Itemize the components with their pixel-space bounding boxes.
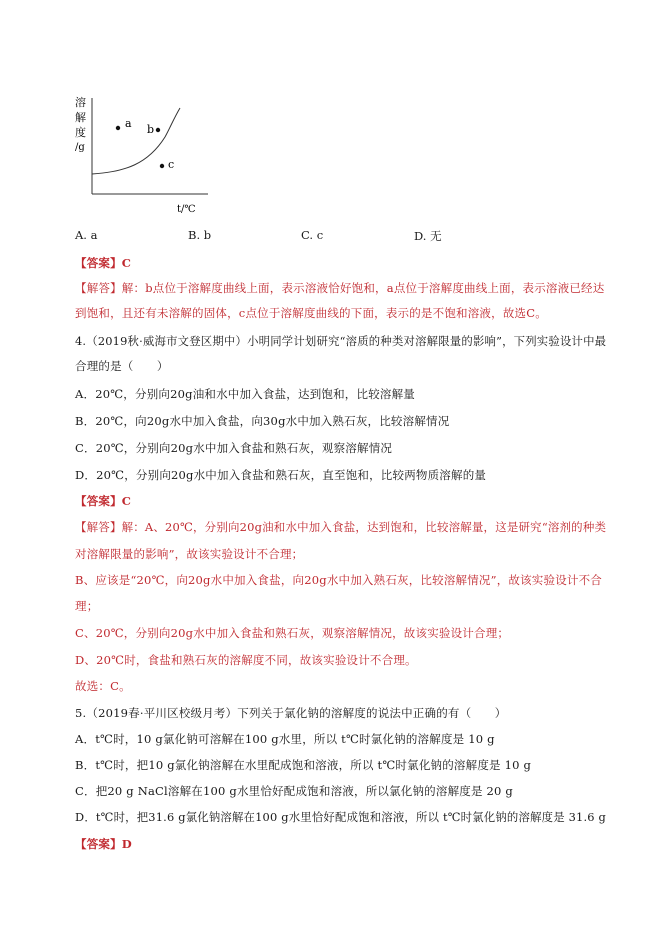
q4-solution-line-3: B、应该是“20℃，向20g水中加入食盐，向20g水中加入熟石灰，比较溶解情况”，故该实验设计不合 bbox=[75, 573, 602, 587]
point-c-dot bbox=[160, 164, 164, 168]
graph-ylabel-1: 溶 bbox=[75, 96, 86, 109]
q4-answer: 【答案】C bbox=[75, 494, 132, 508]
q3-option-d: D. 无 bbox=[414, 229, 442, 243]
q4-solution-line-1: 【解答】解：A、20℃，分别向20g油和水中加入食盐，达到饱和，比较溶解量，这是研究“溶剂的种类 bbox=[75, 520, 607, 534]
q4-stem-line-1: 4.（2019秋·威海市文登区期中）小明同学计划研究“溶质的种类对溶解限量的影响”，下列实验设计中最 bbox=[75, 334, 607, 348]
q3-solution-line-1: 【解答】解：b点位于溶解度曲线上面，表示溶液恰好饱和，a点位于溶解度曲线上面，表示溶液已经达 bbox=[75, 281, 605, 295]
graph-xlabel: t/℃ bbox=[177, 204, 196, 215]
point-c-label: c bbox=[168, 158, 175, 171]
q5-stem: 5.（2019春·平川区校级月考）下列关于氯化钠的溶解度的说法中正确的有（ ） bbox=[75, 706, 507, 720]
point-a-label: a bbox=[125, 117, 132, 130]
solubility-graph bbox=[70, 92, 220, 222]
q5-option-c: C．把20 g NaCl溶解在100 g水里恰好配成饱和溶液，所以氯化钠的溶解度是 20 g bbox=[75, 784, 513, 798]
q4-option-b: B．20℃，向20g水中加入食盐，向30g水中加入熟石灰，比较溶解情况 bbox=[75, 414, 450, 428]
graph-ylabel-4: /g bbox=[75, 142, 85, 153]
q4-solution-line-6: D、20℃时，食盐和熟石灰的溶解度不同，故该实验设计不合理。 bbox=[75, 653, 417, 667]
q4-solution-line-5: C、20℃，分别向20g水中加入食盐和熟石灰，观察溶解情况，故该实验设计合理； bbox=[75, 626, 510, 640]
q4-conclusion: 故选：C。 bbox=[75, 679, 131, 693]
q4-option-a: A．20℃，分别向20g油和水中加入食盐，达到饱和，比较溶解量 bbox=[75, 387, 415, 401]
point-b-dot bbox=[156, 128, 160, 132]
graph-ylabel-3: 度 bbox=[75, 126, 86, 139]
q5-option-a: A．t℃时，10 g氯化钠可溶解在100 g水里，所以 t℃时氯化钠的溶解度是 10 g bbox=[75, 732, 495, 746]
q4-stem-line-2: 合理的是（ ） bbox=[75, 359, 169, 373]
q3-solution-line-2: 到饱和，且还有未溶解的固体，c点位于溶解度曲线的下面，表示的是不饱和溶液，故选C。 bbox=[75, 306, 547, 320]
q5-option-b: B．t℃时，把10 g氯化钠溶解在水里配成饱和溶液，所以 t℃时氯化钠的溶解度是 10 g bbox=[75, 758, 532, 772]
point-a-dot bbox=[116, 126, 120, 130]
graph-ylabel-2: 解 bbox=[75, 111, 86, 124]
q4-solution-line-2: 对溶解限量的影响”，故该实验设计不合理； bbox=[75, 547, 304, 561]
q3-answer: 【答案】C bbox=[75, 256, 132, 270]
q4-option-d: D．20℃，分别向20g水中加入食盐和熟石灰，直至饱和，比较两物质溶解的量 bbox=[75, 468, 487, 482]
q3-option-b: B. b bbox=[188, 228, 212, 242]
q4-option-c: C．20℃，分别向20g水中加入食盐和熟石灰，观察溶解情况 bbox=[75, 441, 393, 455]
q5-option-d: D．t℃时，把31.6 g氯化钠溶解在100 g水里恰好配成饱和溶液，所以 t℃时氯化钠的溶解度是 31.6 g bbox=[75, 810, 607, 824]
point-b-label: b bbox=[147, 123, 155, 136]
solubility-curve bbox=[92, 108, 180, 174]
q5-answer: 【答案】D bbox=[75, 837, 132, 851]
q4-solution-line-4: 理； bbox=[75, 599, 99, 613]
q3-option-c: C. c bbox=[301, 228, 324, 242]
q3-option-a: A. a bbox=[75, 228, 98, 242]
